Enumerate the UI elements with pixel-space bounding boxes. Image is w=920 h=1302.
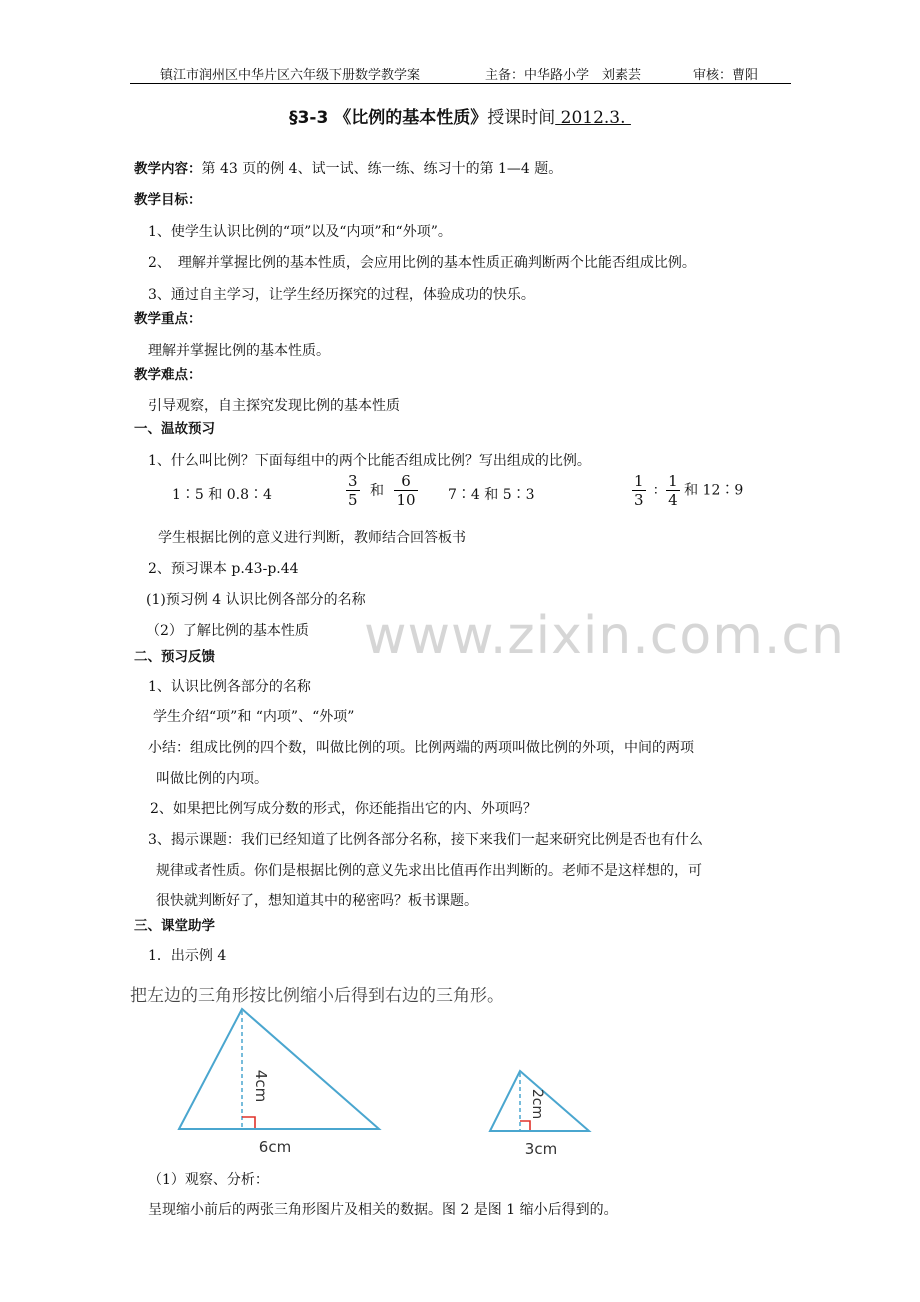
- content-text: 第 43 页的例 4、试一试、练一练、练习十的第 1—4 题。: [201, 161, 563, 177]
- section1-q2a: (1)预习例 4 认识比例各部分的名称: [146, 592, 366, 608]
- title-time-value: 2012.3.: [560, 108, 626, 128]
- watermark: www.zixin.com.cn: [364, 606, 845, 666]
- difficulty-text: 引导观察，自主探究发现比例的基本性质: [148, 398, 400, 414]
- fraction-6-10: $\frac{6}{10}$: [396, 472, 416, 509]
- header-reviewer: 审核：曹阳: [693, 68, 759, 83]
- triangles-figure: [160, 1004, 620, 1164]
- goal-item: 1、使学生认识比例的“项”以及“内项”和“外项”。: [148, 224, 452, 240]
- section1-q2: 2、预习课本 p.43-p.44: [148, 561, 299, 577]
- fraction-3-5: $\frac{3}{5}$: [348, 472, 358, 509]
- difficulty-label: 教学难点：: [134, 367, 202, 383]
- section2-p1: 1、认识比例各部分的名称: [148, 679, 311, 695]
- section3-p3: 呈现缩小前后的两张三角形图片及相关的数据。图 2 是图 1 缩小后得到的。: [148, 1202, 618, 1218]
- title-time-label: 授课时间: [487, 108, 556, 128]
- ratio-group-3: 7∶4 和 5∶3: [448, 487, 535, 503]
- section2-heading: 二、预习反馈: [134, 649, 215, 665]
- section1-q2b: （2）了解比例的基本性质: [146, 623, 309, 639]
- key-text: 理解并掌握比例的基本性质。: [148, 343, 330, 359]
- section1-heading: 一、温故预习: [134, 421, 215, 437]
- ratio-group-4-tail: 和 12∶9: [684, 482, 744, 499]
- goal-item: 3、通过自主学习，让学生经历探究的过程，体验成功的快乐。: [148, 287, 535, 303]
- section2-p2: 学生介绍“项”和 “内项”、“外项”: [153, 709, 355, 725]
- goals-label: 教学目标：: [134, 192, 202, 208]
- section3-heading: 三、课堂助学: [134, 918, 215, 934]
- large-height-label: 4cm: [252, 1069, 270, 1103]
- small-base-label: 3cm: [524, 1140, 558, 1158]
- section3-p1: 1．出示例 4: [148, 948, 227, 964]
- large-base-label: 6cm: [258, 1138, 292, 1156]
- right-angle-mark: [242, 1117, 255, 1128]
- fraction-1-3: $\frac{1}{3}$: [634, 472, 644, 509]
- header-author: 主备：中华路小学 刘素芸: [485, 68, 642, 83]
- section2-p5c: 很快就判断好了，想知道其中的秘密吗？板书课题。: [156, 893, 478, 909]
- and-text: 和: [370, 482, 384, 499]
- section2-p5b: 规律或者性质。你们是根据比例的意义先求出比值再作出判断的。老师不是这样想的，可: [156, 863, 702, 879]
- section1-note: 学生根据比例的意义进行判断，教师结合回答板书: [158, 530, 466, 546]
- ratio-group-1: 1∶5 和 0.8∶4: [172, 487, 272, 503]
- large-triangle: [179, 1009, 379, 1129]
- header-rule: [130, 83, 791, 84]
- small-height-label: 2cm: [529, 1088, 545, 1120]
- example-caption: 把左边的三角形按比例缩小后得到右边的三角形。: [130, 986, 504, 1006]
- page-title: [0, 103, 920, 128]
- section3-p2: （1）观察、分析：: [148, 1172, 269, 1188]
- key-label: 教学重点：: [134, 311, 202, 327]
- header-school: 镇江市润州区中华片区六年级下册数学教学案: [160, 68, 421, 83]
- goal-item: 2、 理解并掌握比例的基本性质，会应用比例的基本性质正确判断两个比能否组成比例。: [148, 255, 696, 271]
- right-angle-mark: [520, 1121, 530, 1130]
- section2-p4: 2、如果把比例写成分数的形式，你还能指出它的内、外项吗？: [150, 801, 537, 817]
- section2-p5a: 3、揭示课题：我们已经知道了比例各部分名称，接下来我们一起来研究比例是否也有什么: [148, 832, 703, 848]
- ratio-group-2: [346, 472, 418, 509]
- section2-p3b: 叫做比例的内项。: [156, 771, 268, 787]
- ratio-group-4: [632, 472, 743, 509]
- fraction-1-4: $\frac{1}{4}$: [668, 472, 678, 509]
- section1-q1: 1、什么叫比例？下面每组中的两个比能否组成比例？写出组成的比例。: [148, 453, 591, 469]
- section2-p3a: 小结：组成比例的四个数，叫做比例的项。比例两端的两项叫做比例的外项，中间的两项: [148, 740, 694, 756]
- ratio-colon: ∶: [654, 482, 658, 499]
- title-main: §3-3 《比例的基本性质》: [289, 108, 488, 128]
- content-row: [134, 159, 562, 179]
- content-label: 教学内容：: [134, 161, 202, 177]
